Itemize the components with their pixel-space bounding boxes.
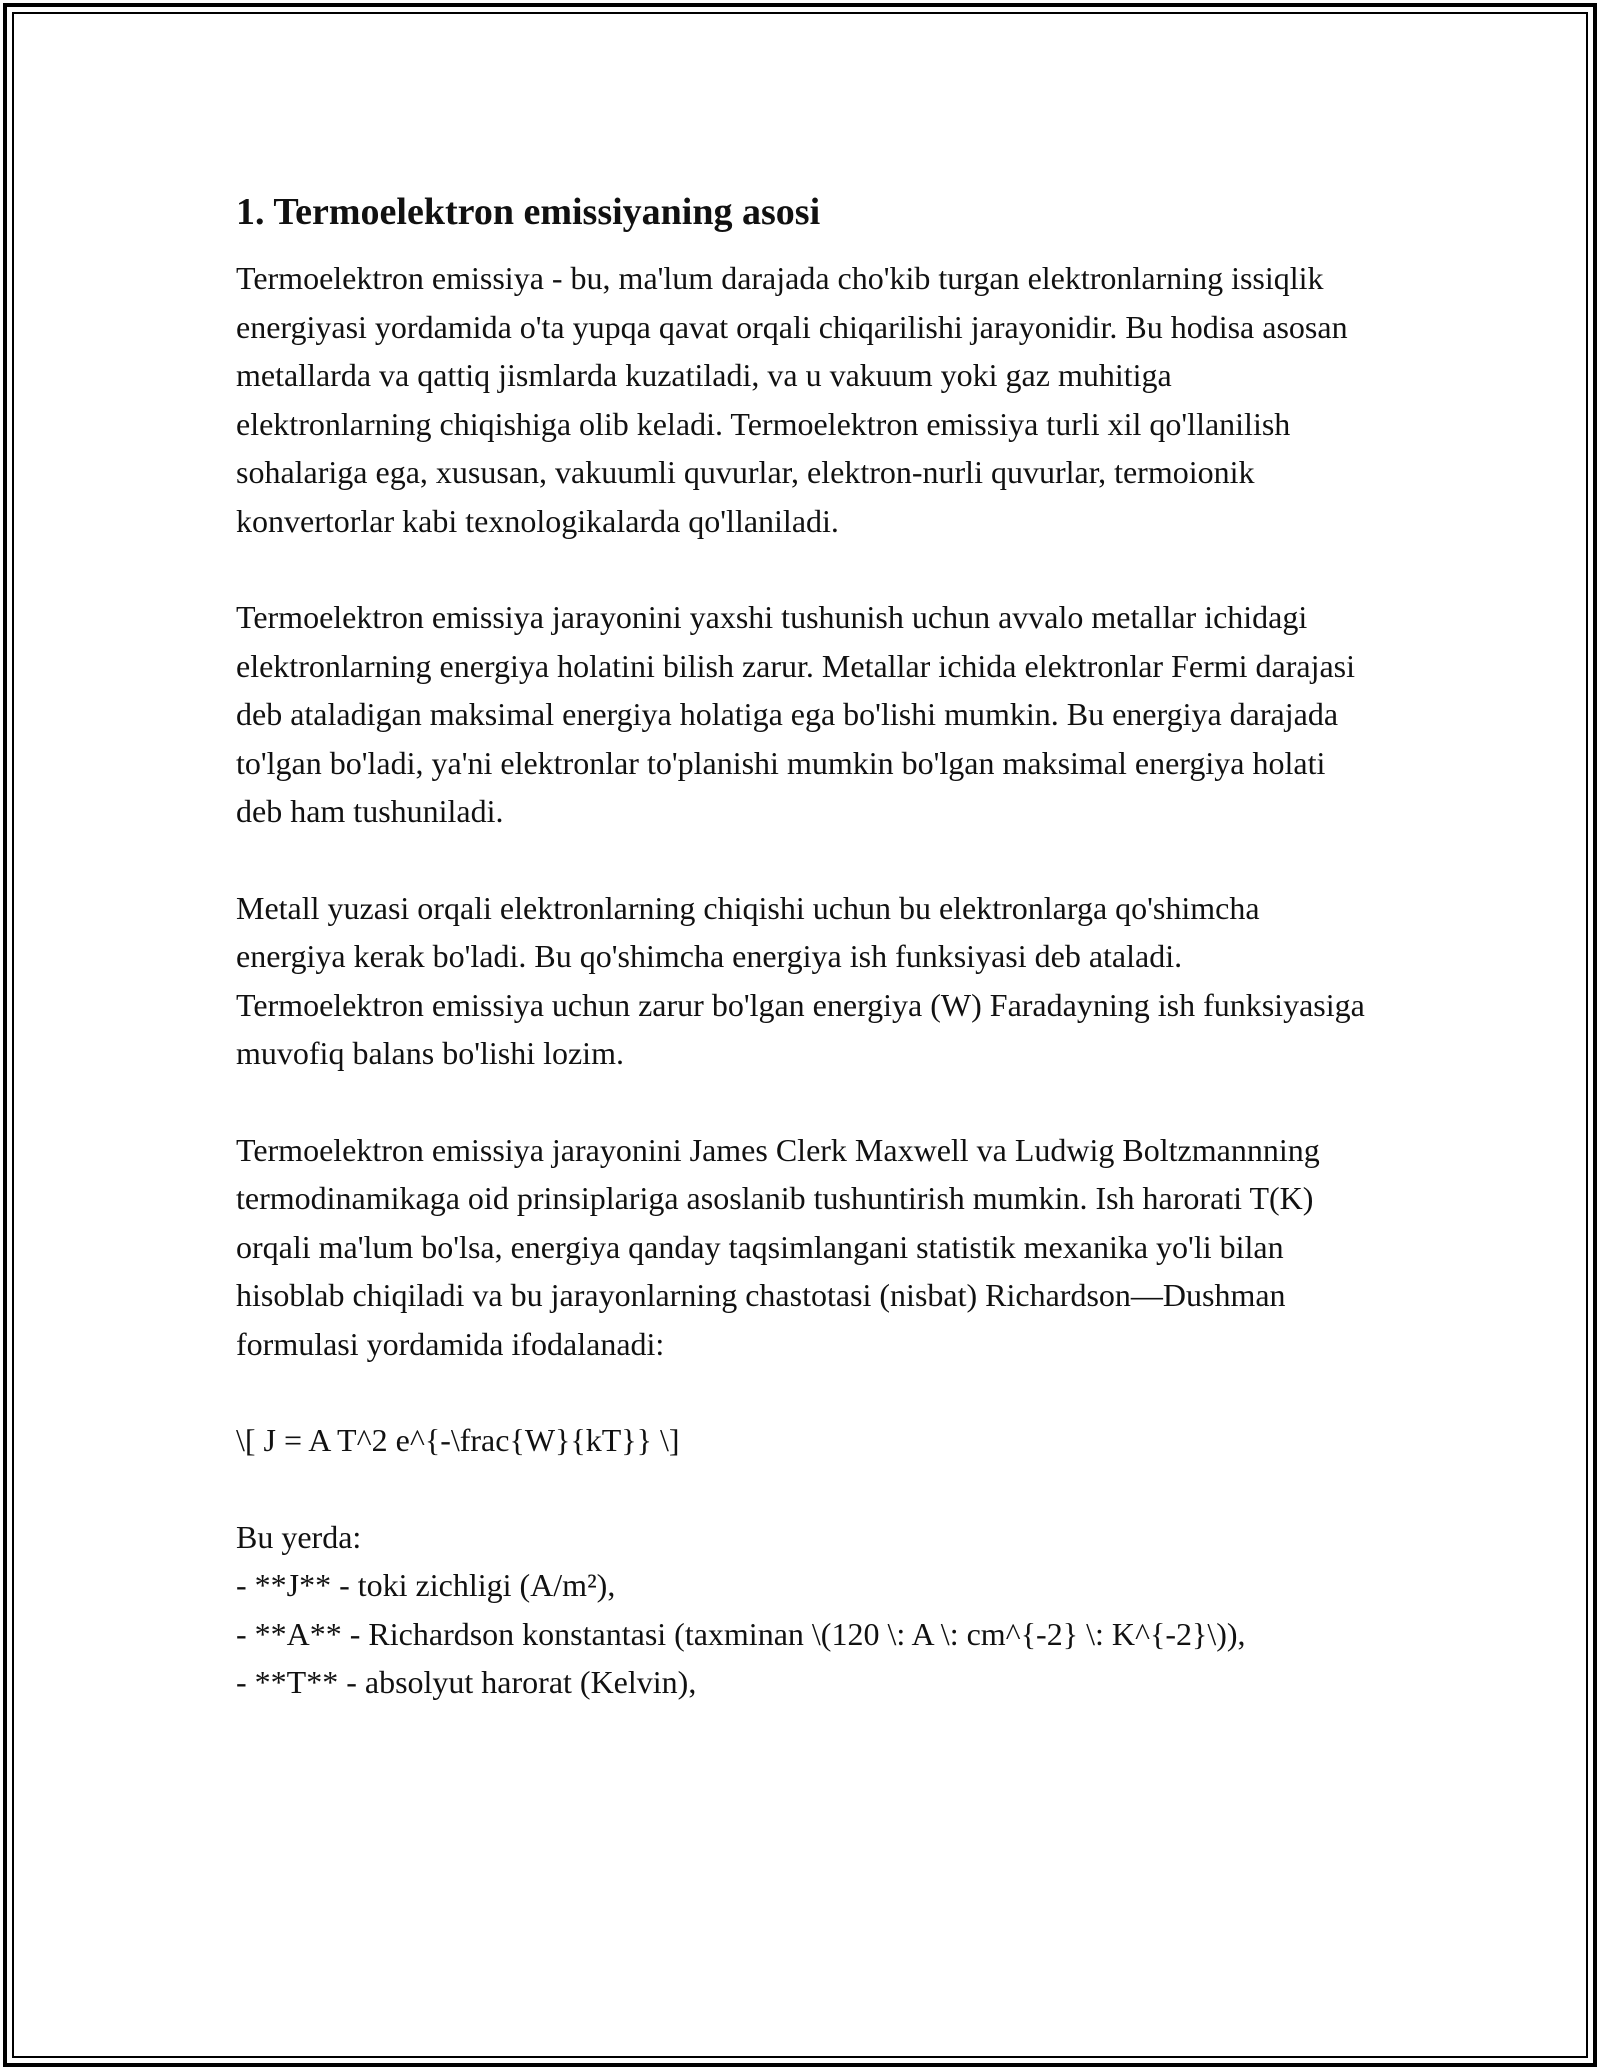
section-heading: 1. Termoelektron emissiyaning asosi: [236, 191, 821, 233]
definitions-list: [236, 1513, 1366, 1707]
document-body: [236, 188, 1366, 1707]
definitions-intro: Bu yerda:: [236, 1518, 362, 1555]
definition-item: - **J** - toki zichligi (A/m²),: [236, 1567, 616, 1603]
paragraph-3: Metall yuzasi orqali elektronlarning chiqishi uchun bu elektronlarga qo'shimcha energiya kerak bo'ladi. Bu qo'shimcha energiya ish funksiyasi deb ataladi. Termoelektron emissiya uchun zarur bo'lgan energiya (W) Faradayning ish funksiyasiga muvofiq balans bo'lishi lozim.: [236, 889, 1365, 1071]
paragraph-4: Termoelektron emissiya jarayonini James Clerk Maxwell va Ludwig Boltzmannning termodinamikaga oid prinsiplariga asoslanib tushuntirish mumkin. Ish harorati T(K) orqali ma'lum bo'lsa, energiya qanday taqsimlangani statistik mexanika yo'li bilan hisoblab chiqiladi va bu jarayonlarning chastotasi (nisbat) Richardson—Dushman formulasi yordamida ifodalanadi:: [236, 1131, 1320, 1362]
richardson-dushman-formula: \[ J = A T^2 e^{-\frac{W}{kT}} \]: [236, 1422, 680, 1458]
paragraph-2: Termoelektron emissiya jarayonini yaxshi tushunish uchun avvalo metallar ichidagi elektronlarning energiya holatini bilish zarur. Metallar ichida elektronlar Fermi darajasi deb ataladigan maksimal energiya holatiga ega bo'lishi mumkin. Bu energiya darajada to'lgan bo'ladi, ya'ni elektronlar to'planishi mumkin bo'lgan maksimal energiya holati deb ham tushuniladi.: [236, 599, 1356, 829]
definition-item: - **T** - absolyut harorat (Kelvin),: [236, 1664, 697, 1700]
paragraph-1: Termoelektron emissiya - bu, ma'lum darajada cho'kib turgan elektronlarning issiqlik energiyasi yordamida o'ta yupqa qavat orqali chiqarilishi jarayonidir. Bu hodisa asosan metallarda va qattiq jismlarda kuzatiladi, va u vakuum yoki gaz muhitiga elektronlarning chiqishiga olib keladi. Termoelektron emissiya turli xil qo'llanilish sohalariga ega, xususan, vakuumli quvurlar, elektron-nurli quvurlar, termoionik konvertorlar kabi texnologikalarda qo'llaniladi.: [236, 260, 1348, 539]
definition-item: - **A** - Richardson konstantasi (taxminan \(120 \: A \: cm^{-2} \: K^{-2}\)),: [236, 1615, 1246, 1652]
